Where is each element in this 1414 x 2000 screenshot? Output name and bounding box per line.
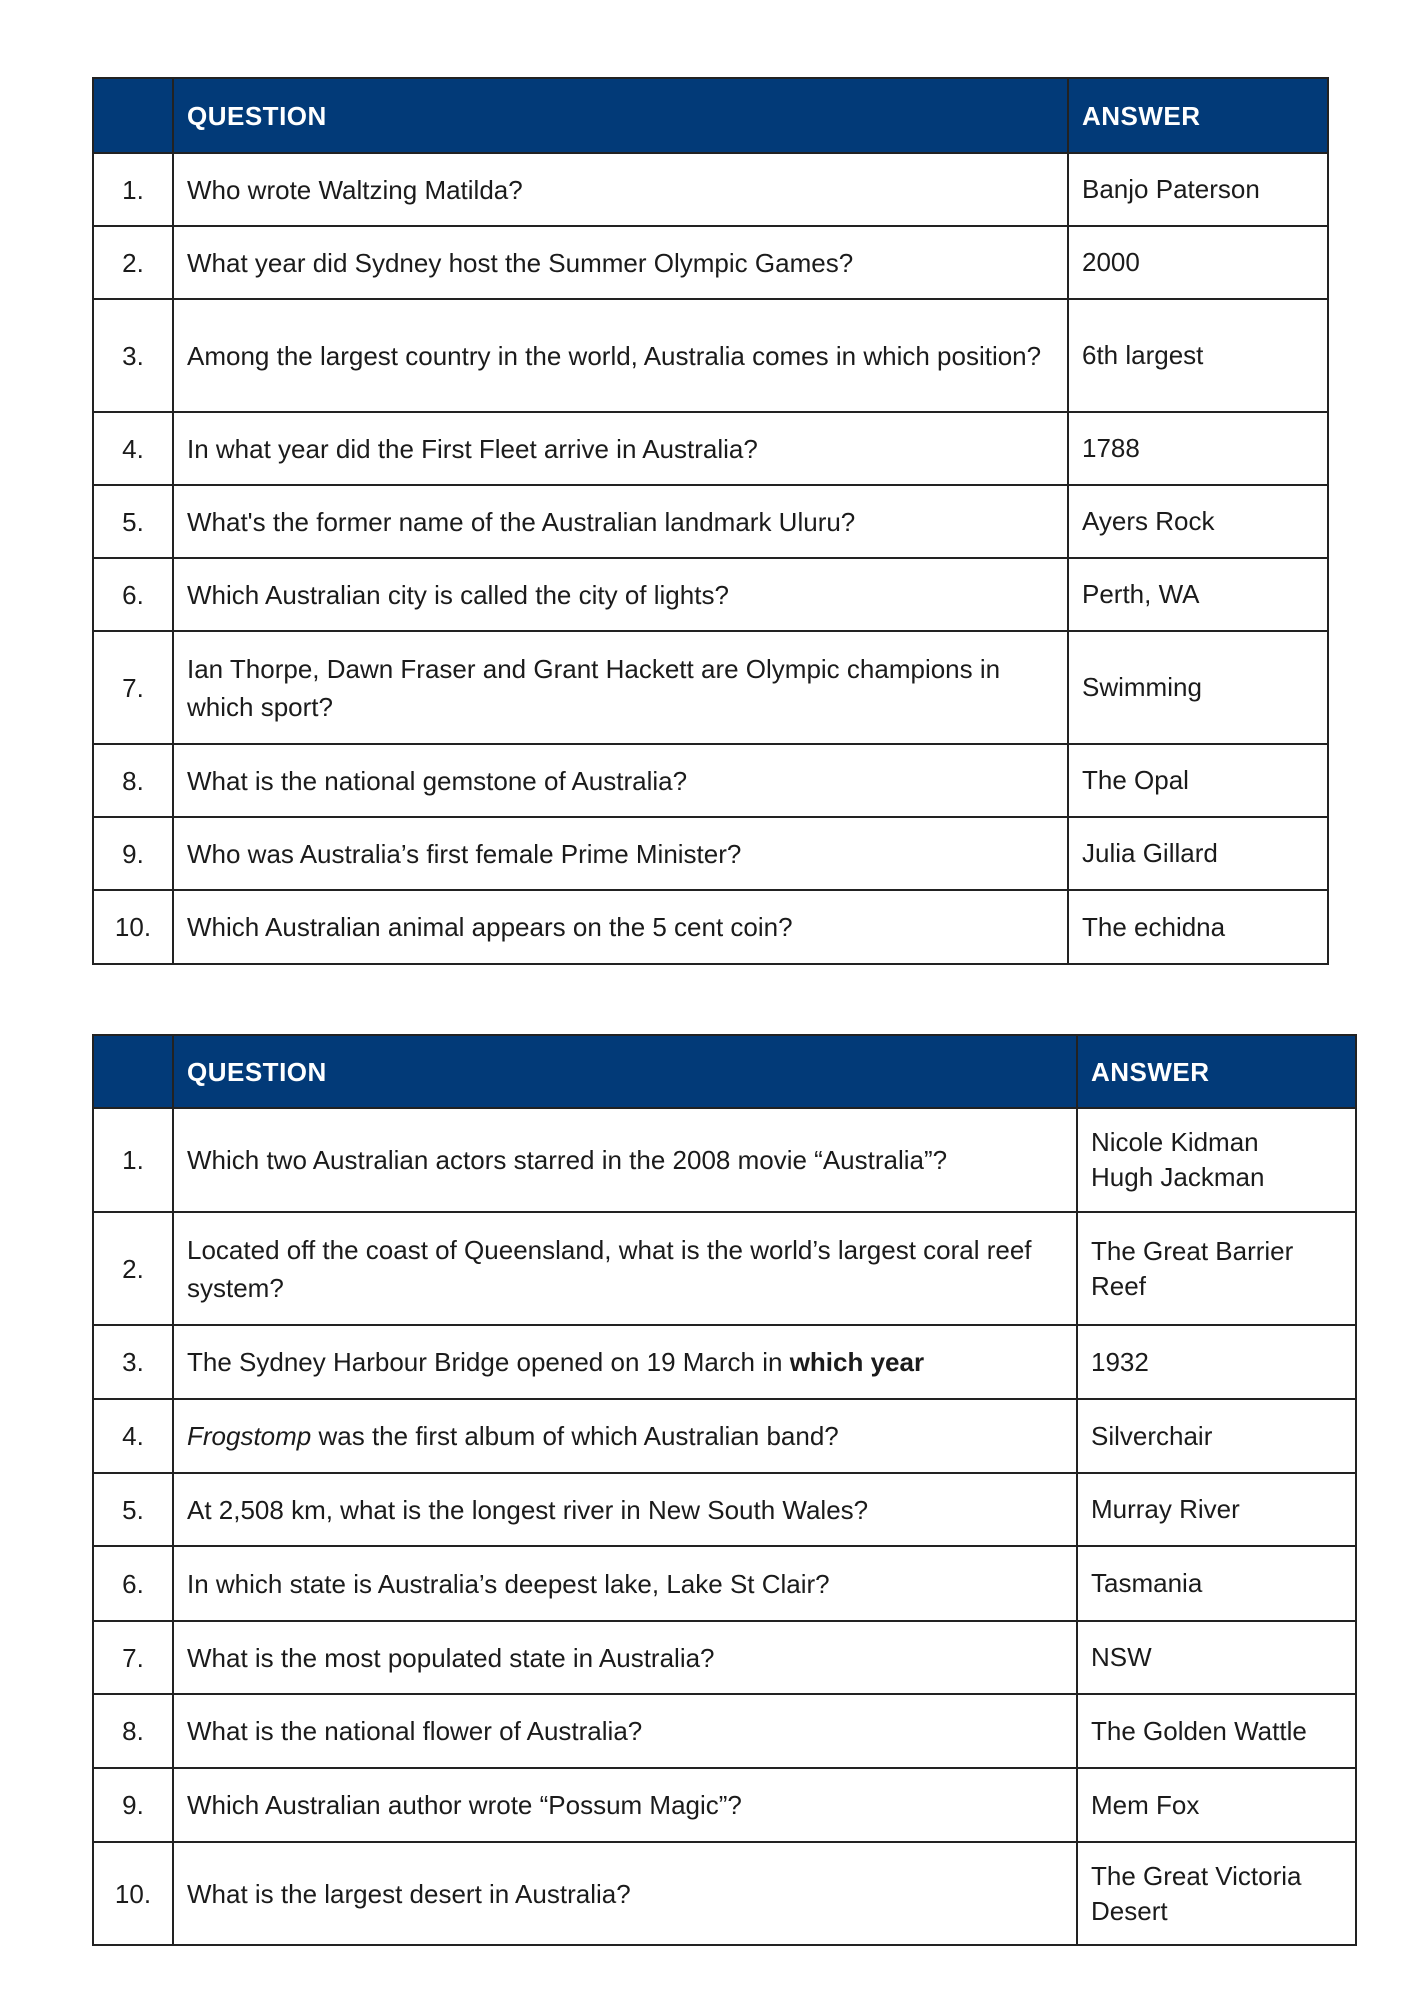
question-text: Which two Australian actors starred in the 2008 movie “Australia”? [187, 1145, 948, 1175]
table-header-row [93, 78, 1328, 153]
header-answer: ANSWER [1068, 78, 1328, 153]
row-number: 8. [93, 1694, 173, 1768]
question-text: What is the largest desert in Australia? [187, 1878, 631, 1909]
answer-text: The Golden Wattle [1091, 1715, 1307, 1746]
question-text: was the first album of which Australian band? [311, 1421, 839, 1451]
answer-text: NSW [1091, 1642, 1152, 1672]
table-row [93, 558, 1328, 631]
question-text: What is the national gemstone of Australia? [187, 765, 688, 796]
question-bold: which year [789, 1347, 925, 1377]
answer-cell [1077, 1473, 1356, 1546]
table-row [93, 1399, 1356, 1473]
row-number: 4. [93, 412, 173, 485]
row-number: 7. [93, 631, 173, 744]
answer-cell [1068, 558, 1328, 631]
row-number: 2. [93, 226, 173, 299]
row-number: 5. [93, 1473, 173, 1546]
answer-cell [1077, 1768, 1356, 1842]
quiz-table-1 [92, 77, 1329, 965]
answer-cell [1068, 153, 1328, 226]
header-number [93, 1035, 173, 1108]
question-cell [173, 1694, 1077, 1768]
question-cell [173, 153, 1068, 226]
header-number [93, 78, 173, 153]
table-row [93, 299, 1328, 412]
question-text: Which Australian animal appears on the 5 cent coin? [187, 912, 793, 942]
row-number: 7. [93, 1621, 173, 1694]
question-text: In what year did the First Fleet arrive in Australia? [187, 433, 758, 464]
question-text: What is the most populated state in Australia? [187, 1642, 715, 1673]
question-text: Who was Australia’s first female Prime Minister? [187, 838, 742, 869]
answer-text: Tasmania [1091, 1568, 1203, 1598]
question-text: At 2,508 km, what is the longest river in New South Wales? [187, 1494, 869, 1525]
question-cell [173, 412, 1068, 485]
answer-cell [1077, 1842, 1356, 1945]
question-cell [173, 1621, 1077, 1694]
question-text: The Sydney Harbour Bridge opened on 19 March in [187, 1347, 790, 1377]
header-answer: ANSWER [1077, 1035, 1356, 1108]
answer-text: The echidna [1082, 911, 1226, 942]
answer-cell [1077, 1621, 1356, 1694]
question-text: What's the former name of the Australian landmark Uluru? [187, 506, 856, 537]
answer-text: The Opal [1082, 765, 1189, 795]
table-row [93, 1694, 1356, 1768]
answer-text: Murray River [1091, 1494, 1240, 1524]
question-text: What is the national flower of Australia? [187, 1716, 643, 1746]
table-row [93, 1108, 1356, 1212]
table-row [93, 412, 1328, 485]
answer-cell [1077, 1108, 1356, 1212]
answer-text: 1932 [1091, 1346, 1149, 1377]
row-number: 1. [93, 153, 173, 226]
row-number: 3. [93, 1325, 173, 1399]
row-number: 9. [93, 817, 173, 890]
answer-text: Swimming [1082, 672, 1202, 702]
question-cell [173, 890, 1068, 964]
table-row [93, 153, 1328, 226]
table-row [93, 817, 1328, 890]
answer-cell [1077, 1399, 1356, 1473]
answer-cell [1077, 1546, 1356, 1621]
table-row [93, 1325, 1356, 1399]
question-text: Who wrote Waltzing Matilda? [187, 174, 523, 205]
question-cell [173, 1546, 1077, 1621]
question-text: Which Australian city is called the city of lights? [187, 579, 729, 610]
question-cell [173, 1399, 1077, 1473]
row-number: 10. [93, 890, 173, 964]
answer-cell [1068, 631, 1328, 744]
answer-cell [1077, 1325, 1356, 1399]
question-cell [173, 1842, 1077, 1945]
row-number: 6. [93, 1546, 173, 1621]
row-number: 3. [93, 299, 173, 412]
answer-cell [1068, 744, 1328, 817]
question-cell [173, 558, 1068, 631]
question-text: Ian Thorpe, Dawn Fraser and Grant Hackett are Olympic champions in which sport? [187, 653, 1008, 722]
table-row [93, 226, 1328, 299]
question-cell [173, 299, 1068, 412]
answer-text: 1788 [1082, 433, 1140, 463]
answer-text: Perth, WA [1082, 579, 1200, 609]
answer-text: The Great Victoria Desert [1091, 1860, 1302, 1926]
question-cell [173, 1108, 1077, 1212]
question-cell [173, 744, 1068, 817]
table-row [93, 1768, 1356, 1842]
row-number: 4. [93, 1399, 173, 1473]
row-number: 5. [93, 485, 173, 558]
question-text: In which state is Australia’s deepest lake, Lake St Clair? [187, 1568, 830, 1599]
table-row [93, 1473, 1356, 1546]
row-number: 2. [93, 1212, 173, 1325]
question-cell [173, 1473, 1077, 1546]
table-header-row [93, 1035, 1356, 1108]
row-number: 6. [93, 558, 173, 631]
answer-text: Nicole Kidman [1091, 1127, 1259, 1157]
answer-text-line2: Hugh Jackman [1091, 1162, 1265, 1192]
answer-cell [1068, 485, 1328, 558]
answer-cell [1068, 817, 1328, 890]
table-row [93, 890, 1328, 964]
answer-cell [1068, 890, 1328, 964]
question-cell [173, 817, 1068, 890]
quiz-table-2 [92, 1034, 1357, 1946]
question-text: What year did Sydney host the Summer Olympic Games? [187, 247, 854, 278]
question-text: Among the largest country in the world, Australia comes in which position? [187, 340, 1042, 371]
question-text: Located off the coast of Queensland, what is the world’s largest coral reef system? [187, 1234, 1039, 1303]
table-row [93, 1621, 1356, 1694]
table-row [93, 744, 1328, 817]
row-number: 10. [93, 1842, 173, 1945]
answer-text: Banjo Paterson [1082, 174, 1260, 204]
row-number: 1. [93, 1108, 173, 1212]
row-number: 8. [93, 744, 173, 817]
answer-cell [1077, 1212, 1356, 1325]
answer-text: Ayers Rock [1082, 506, 1215, 536]
table-row [93, 631, 1328, 744]
table-row [93, 1842, 1356, 1945]
table-row [93, 485, 1328, 558]
header-question: QUESTION [173, 78, 1068, 153]
answer-cell [1077, 1694, 1356, 1768]
question-cell [173, 1325, 1077, 1399]
question-text: Which Australian author wrote “Possum Magic”? [187, 1790, 742, 1820]
answer-cell [1068, 412, 1328, 485]
row-number: 9. [93, 1768, 173, 1842]
question-cell [173, 1768, 1077, 1842]
question-italic: Frogstomp [187, 1421, 312, 1451]
header-question: QUESTION [173, 1035, 1077, 1108]
question-cell [173, 1212, 1077, 1325]
answer-text: Julia Gillard [1082, 838, 1218, 868]
answer-text: Mem Fox [1091, 1789, 1200, 1820]
question-cell [173, 631, 1068, 744]
answer-cell [1068, 226, 1328, 299]
table-row [93, 1212, 1356, 1325]
answer-text: 2000 [1082, 247, 1140, 277]
answer-text: Silverchair [1091, 1420, 1213, 1451]
question-cell [173, 485, 1068, 558]
answer-cell [1068, 299, 1328, 412]
answer-text: 6th largest [1082, 340, 1204, 370]
question-cell [173, 226, 1068, 299]
table-row [93, 1546, 1356, 1621]
answer-text: The Great Barrier Reef [1091, 1235, 1294, 1301]
